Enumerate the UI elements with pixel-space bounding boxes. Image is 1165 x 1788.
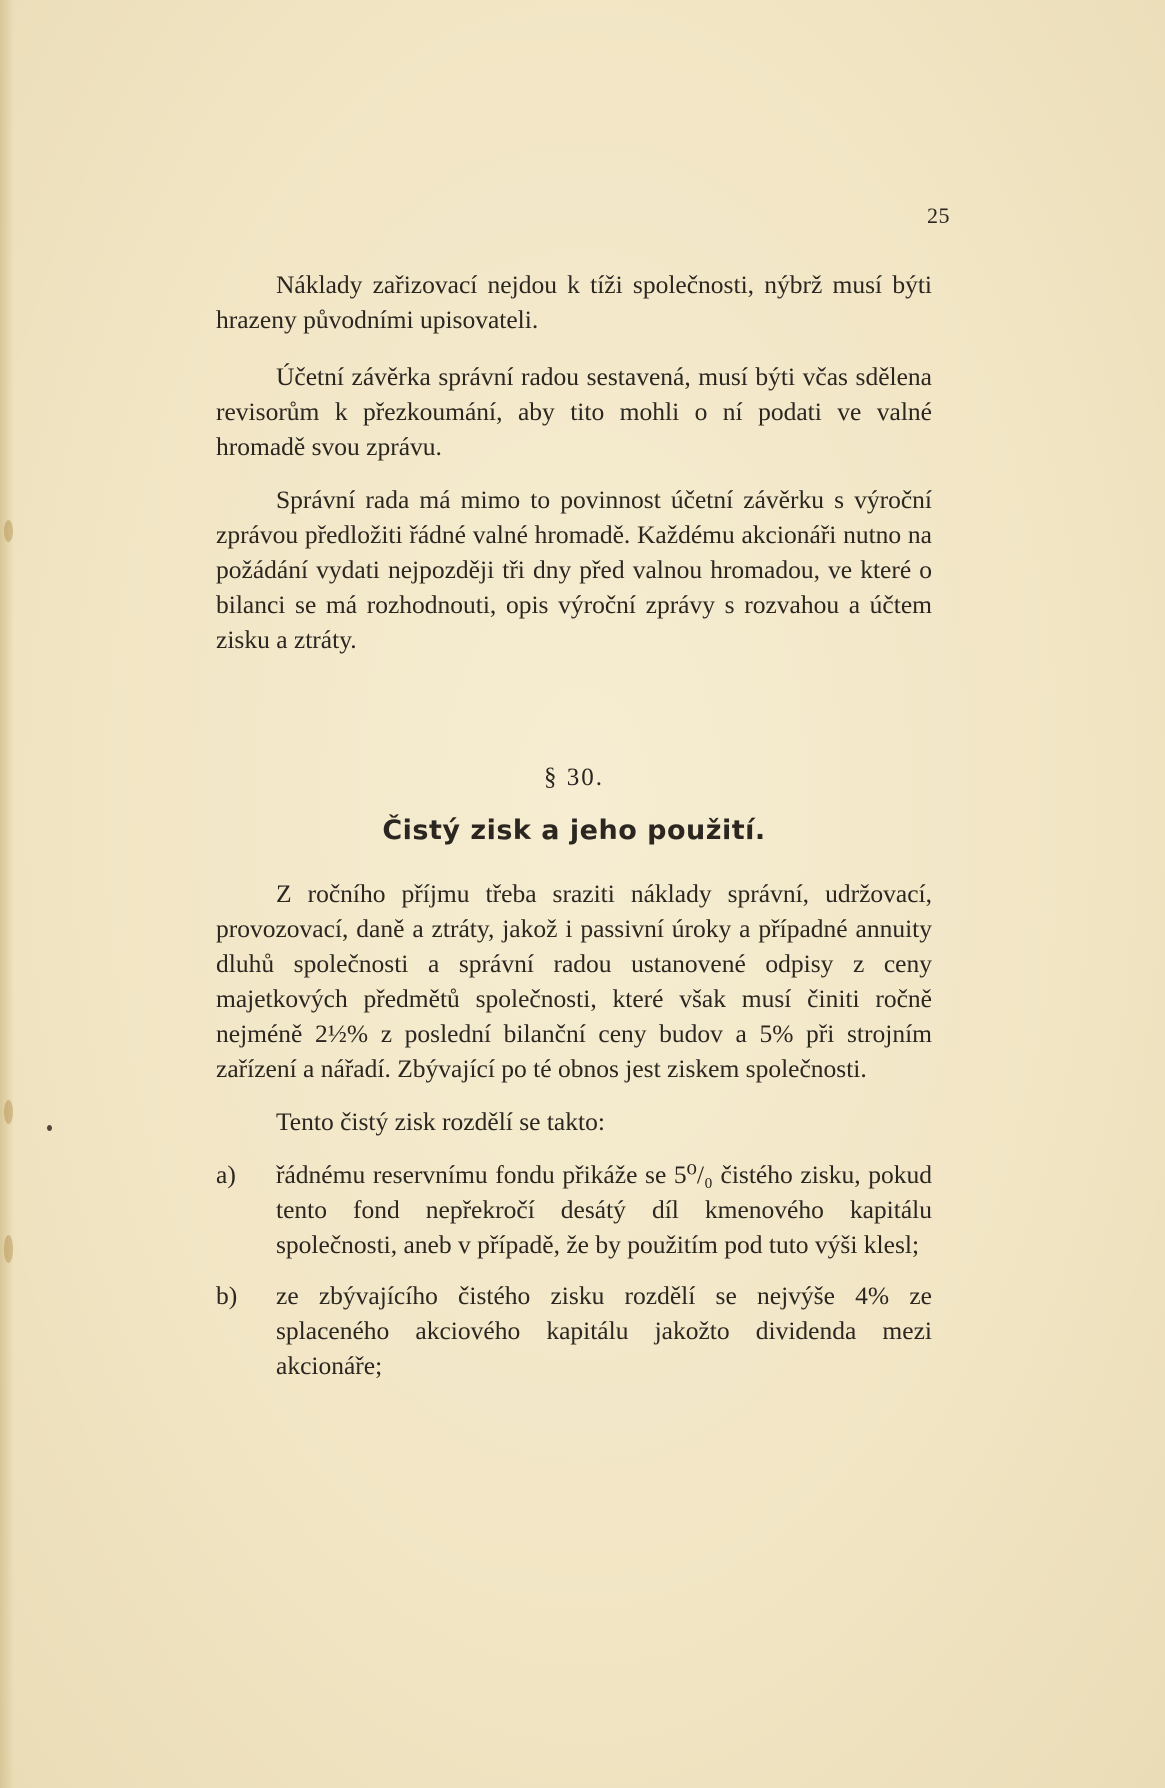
paragraph: Tento čistý zisk rozdělí se takto:	[276, 1107, 605, 1136]
ink-spot	[4, 1235, 13, 1263]
paragraph: Náklady zařizovací nejdou k tíži společnosti, nýbrž musí býti hrazeny původními upisovateli.	[216, 270, 932, 334]
page-edge-shadow	[0, 0, 14, 1788]
section-mark: § 30.	[544, 764, 604, 791]
list-item	[216, 1157, 932, 1262]
body-text-block	[216, 876, 932, 1399]
ink-spot	[4, 520, 13, 542]
list-marker: a)	[216, 1160, 236, 1189]
top-text-block	[216, 267, 932, 675]
paragraph: Z ročního příjmu třeba sraziti náklady správní, udržovací, provozovací, daně a ztráty, jakož i passivní úroky a případné annuity dluhů společnosti a správní radou ustanovené odpisy z ceny majetkových předmětů společnosti, které však musí činiti ročně nejméně 2½% z poslední bilanční ceny budov a 5% při strojním zařízení a nářadí. Zbývající po té obnos jest ziskem společnosti.	[216, 879, 932, 1083]
list-marker: b)	[216, 1281, 238, 1310]
paragraph: Správní rada má mimo to povinnost účetní závěrku s výroční zprávou předložiti řádné valné hromadě. Každému akcionáři nutno na požádání vydati nejpozději tři dny před valnou hromadou, ve které o bilanci se má rozhodnouti, opis výroční zprávy s rozvahou a účtem zisku a ztráty.	[216, 485, 932, 654]
list-item	[216, 1278, 932, 1383]
distribution-list	[216, 1157, 932, 1383]
page-number: 25	[927, 203, 950, 228]
ink-spot	[47, 1125, 52, 1131]
paragraph: Účetní závěrka správní radou sestavená, musí býti včas sdělena revisorům k přezkoumání, aby tito mohli o ní podati ve valné hromadě svou zprávu.	[216, 362, 932, 461]
list-item-text: řádnému reservnímu fondu přikáže se 5⁰/₀ čistého zisku, pokud tento fond nepřekročí desátý díl kmenového kapitálu společnosti, aneb v případě, že by použitím pod tuto výši klesl;	[276, 1160, 932, 1259]
ink-spot	[4, 1100, 13, 1124]
section-title: Čistý zisk a jeho použití.	[382, 815, 766, 846]
list-item-text: ze zbývajícího čistého zisku rozdělí se nejvýše 4% ze splaceného akciového kapitálu jakožto dividenda mezi akcionáře;	[276, 1281, 932, 1380]
